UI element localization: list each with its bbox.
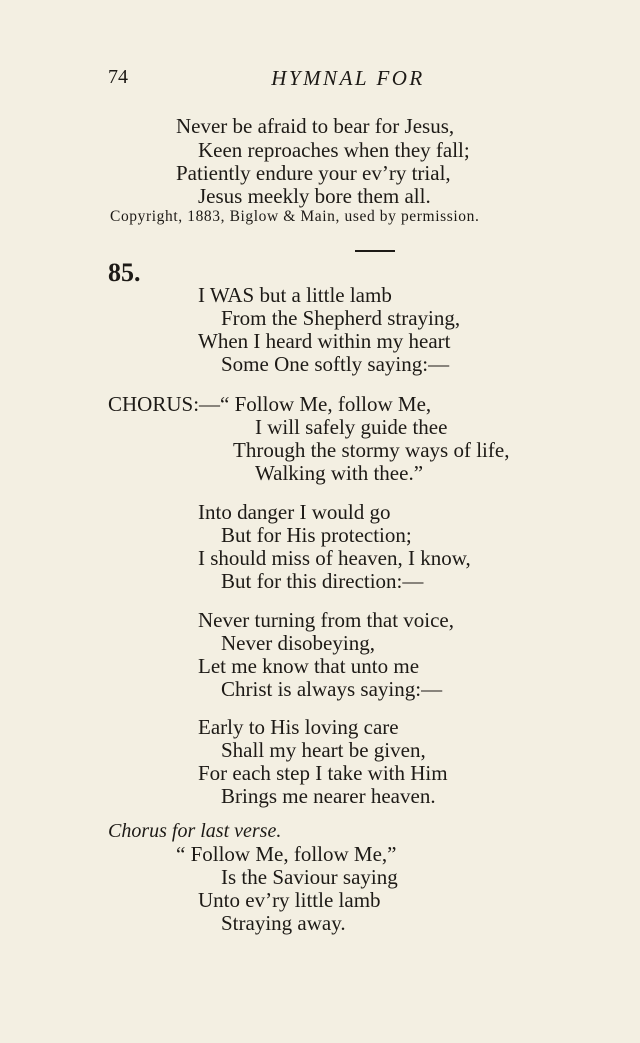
verse-line: Shall my heart be given, <box>221 738 426 762</box>
chorus-last-label: Chorus for last verse. <box>108 820 282 842</box>
verse-line: I should miss of heaven, I know, <box>198 546 471 570</box>
verse-line: Straying away. <box>221 911 346 935</box>
verse-line: Never turning from that voice, <box>198 608 454 632</box>
verse-line: From the Shepherd straying, <box>221 306 461 330</box>
verse-line: Through the stormy ways of life, <box>233 438 510 462</box>
verse-line: “ Follow Me, follow Me,” <box>176 842 397 866</box>
verse-line: For each step I take with Him <box>198 761 448 785</box>
verse-line: Jesus meekly bore them all. <box>198 184 431 208</box>
running-head: HYMNAL FOR <box>271 66 425 90</box>
verse-line: Unto ev’ry little lamb <box>198 888 381 912</box>
verse-line: I WAS but a little lamb <box>198 283 392 307</box>
chorus-first-line <box>108 394 431 415</box>
chorus-label: CHORUS:— <box>108 392 221 416</box>
section-divider <box>355 250 395 252</box>
verse-line: “ Follow Me, follow Me, <box>220 392 432 416</box>
verse-line: Never disobeying, <box>221 631 375 655</box>
verse-line: Christ is always saying:— <box>221 677 443 701</box>
verse-line: But for this direction:— <box>221 569 424 593</box>
verse-line: Keen reproaches when they fall; <box>198 138 470 162</box>
hymn-number: 85. <box>108 258 141 287</box>
page-number: 74 <box>108 66 128 88</box>
verse-line: Is the Saviour saying <box>221 865 398 889</box>
verse-line: Some One softly saying:— <box>221 352 450 376</box>
verse-line: Into danger I would go <box>198 500 391 524</box>
verse-line: Never be afraid to bear for Jesus, <box>176 114 455 138</box>
verse-line: Let me know that unto me <box>198 654 420 678</box>
verse-line: Early to His loving care <box>198 715 399 739</box>
verse-line: Walking with thee.” <box>255 461 424 485</box>
verse-line: When I heard within my heart <box>198 329 451 353</box>
verse-line: Patiently endure your ev’ry trial, <box>176 161 451 185</box>
verse-line: Brings me nearer heaven. <box>221 784 436 808</box>
copyright-notice: Copyright, 1883, Biglow & Main, used by permission. <box>110 208 480 225</box>
verse-line: I will safely guide thee <box>255 415 448 439</box>
verse-line: But for His protection; <box>221 523 412 547</box>
page-header <box>108 66 548 96</box>
